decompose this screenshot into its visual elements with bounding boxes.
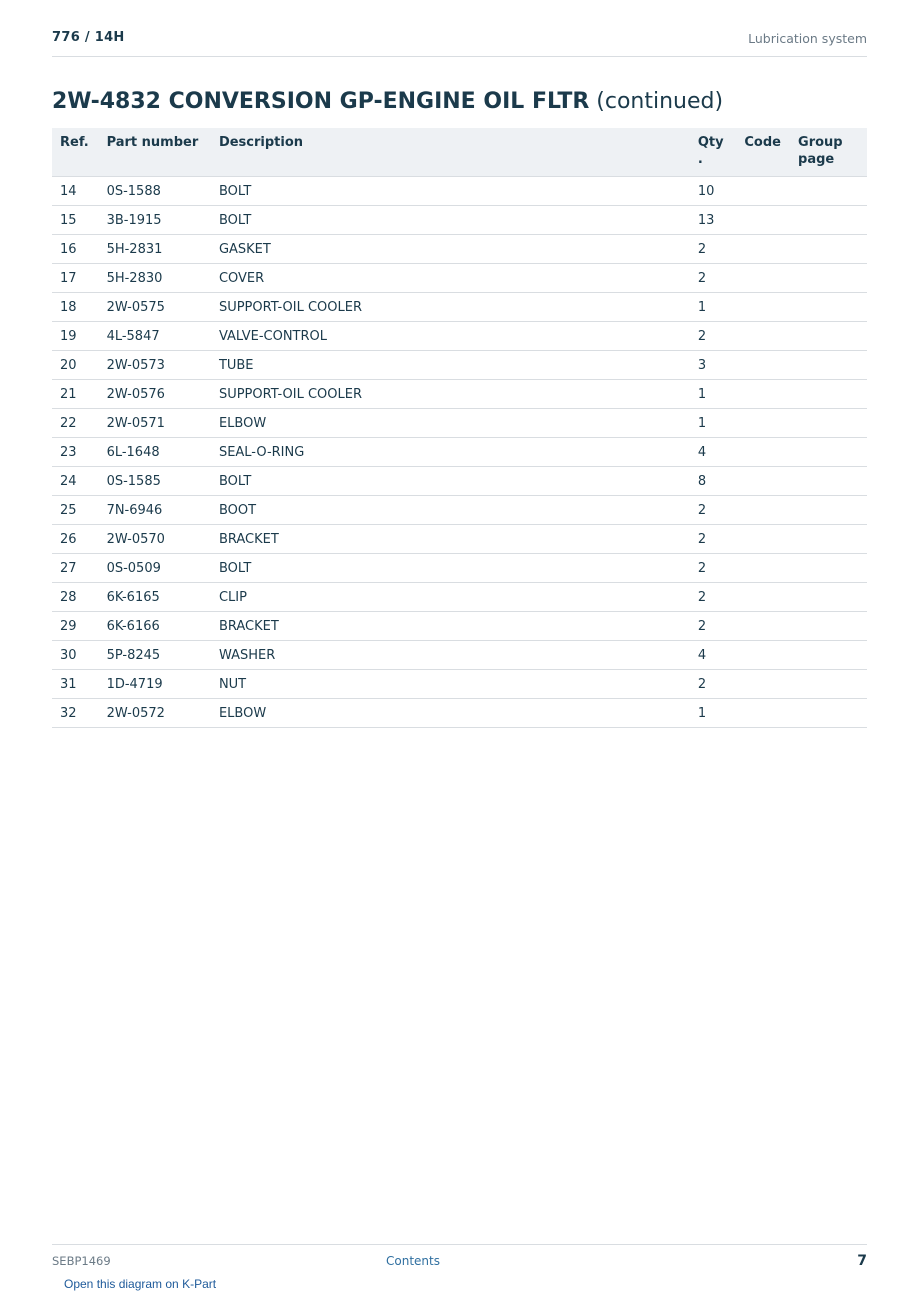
cell-group-page: [790, 438, 867, 467]
cell-description: GASKET: [211, 235, 690, 264]
table-row: [52, 293, 867, 322]
cell-code: [736, 467, 790, 496]
cell-code: [736, 409, 790, 438]
cell-ref: 25: [52, 496, 99, 525]
table-row: [52, 322, 867, 351]
table-row: [52, 206, 867, 235]
cell-part-number: 6K-6165: [99, 583, 211, 612]
cell-code: [736, 322, 790, 351]
cell-description: ELBOW: [211, 409, 690, 438]
cell-group-page: [790, 699, 867, 728]
cell-code: [736, 235, 790, 264]
cell-part-number: 1D-4719: [99, 670, 211, 699]
cell-qty: 4: [690, 438, 737, 467]
cell-ref: 27: [52, 554, 99, 583]
column-header-qty: Qty .: [690, 128, 737, 177]
cell-group-page: [790, 293, 867, 322]
cell-qty: 8: [690, 467, 737, 496]
table-header: [52, 128, 867, 177]
cell-part-number: 2W-0570: [99, 525, 211, 554]
cell-description: ELBOW: [211, 699, 690, 728]
cell-group-page: [790, 264, 867, 293]
cell-qty: 2: [690, 264, 737, 293]
table-row: [52, 467, 867, 496]
cell-ref: 31: [52, 670, 99, 699]
cell-qty: 10: [690, 177, 737, 206]
cell-code: [736, 438, 790, 467]
cell-qty: 2: [690, 670, 737, 699]
cell-part-number: 5P-8245: [99, 641, 211, 670]
column-header-description: Description: [211, 128, 690, 177]
cell-code: [736, 264, 790, 293]
cell-description: SUPPORT-OIL COOLER: [211, 380, 690, 409]
cell-description: NUT: [211, 670, 690, 699]
cell-description: BOLT: [211, 177, 690, 206]
cell-code: [736, 699, 790, 728]
cell-part-number: 2W-0571: [99, 409, 211, 438]
document-id: SEBP1469: [52, 1254, 111, 1268]
cell-group-page: [790, 409, 867, 438]
cell-description: WASHER: [211, 641, 690, 670]
cell-ref: 19: [52, 322, 99, 351]
cell-description: BOLT: [211, 554, 690, 583]
page-header: [52, 28, 867, 57]
cell-qty: 2: [690, 496, 737, 525]
cell-group-page: [790, 641, 867, 670]
cell-code: [736, 351, 790, 380]
cell-ref: 21: [52, 380, 99, 409]
continued-label: (continued): [596, 89, 724, 114]
cell-code: [736, 554, 790, 583]
cell-ref: 17: [52, 264, 99, 293]
cell-part-number: 2W-0573: [99, 351, 211, 380]
table-row: [52, 409, 867, 438]
cell-group-page: [790, 322, 867, 351]
cell-description: BOOT: [211, 496, 690, 525]
cell-ref: 22: [52, 409, 99, 438]
cell-group-page: [790, 554, 867, 583]
cell-part-number: 4L-5847: [99, 322, 211, 351]
table-row: [52, 554, 867, 583]
cell-part-number: 6L-1648: [99, 438, 211, 467]
cell-ref: 18: [52, 293, 99, 322]
table-row: [52, 641, 867, 670]
cell-description: CLIP: [211, 583, 690, 612]
cell-ref: 16: [52, 235, 99, 264]
cell-description: BRACKET: [211, 525, 690, 554]
cell-qty: 2: [690, 612, 737, 641]
cell-code: [736, 525, 790, 554]
cell-code: [736, 612, 790, 641]
cell-group-page: [790, 612, 867, 641]
column-header-code: Code: [736, 128, 790, 177]
cell-part-number: 0S-1585: [99, 467, 211, 496]
cell-qty: 1: [690, 409, 737, 438]
cell-part-number: 2W-0572: [99, 699, 211, 728]
cell-qty: 4: [690, 641, 737, 670]
cell-description: SUPPORT-OIL COOLER: [211, 293, 690, 322]
cell-qty: 1: [690, 293, 737, 322]
table-row: [52, 235, 867, 264]
table-row: [52, 583, 867, 612]
cell-part-number: 0S-1588: [99, 177, 211, 206]
contents-link[interactable]: Contents: [386, 1254, 440, 1268]
cell-ref: 15: [52, 206, 99, 235]
cell-ref: 30: [52, 641, 99, 670]
cell-ref: 20: [52, 351, 99, 380]
cell-qty: 1: [690, 380, 737, 409]
cell-qty: 2: [690, 525, 737, 554]
cell-code: [736, 641, 790, 670]
column-header-part-number: Part number: [99, 128, 211, 177]
cell-ref: 32: [52, 699, 99, 728]
cell-qty: 2: [690, 235, 737, 264]
cell-description: BOLT: [211, 467, 690, 496]
table-row: [52, 699, 867, 728]
cell-ref: 24: [52, 467, 99, 496]
cell-part-number: 7N-6946: [99, 496, 211, 525]
cell-part-number: 2W-0576: [99, 380, 211, 409]
cell-group-page: [790, 525, 867, 554]
table-row: [52, 264, 867, 293]
page-number: 7: [857, 1253, 867, 1269]
cell-group-page: [790, 583, 867, 612]
cell-group-page: [790, 467, 867, 496]
cell-description: VALVE-CONTROL: [211, 322, 690, 351]
cell-description: BOLT: [211, 206, 690, 235]
cell-qty: 2: [690, 554, 737, 583]
cell-ref: 14: [52, 177, 99, 206]
table-row: [52, 612, 867, 641]
cell-code: [736, 670, 790, 699]
cell-group-page: [790, 670, 867, 699]
cell-ref: 23: [52, 438, 99, 467]
cell-part-number: 5H-2831: [99, 235, 211, 264]
cell-ref: 29: [52, 612, 99, 641]
cell-code: [736, 380, 790, 409]
cell-part-number: 5H-2830: [99, 264, 211, 293]
column-header-ref: Ref.: [52, 128, 99, 177]
cell-qty: 13: [690, 206, 737, 235]
kpart-diagram-link[interactable]: Open this diagram on K-Part: [64, 1277, 217, 1291]
cell-code: [736, 583, 790, 612]
cell-description: BRACKET: [211, 612, 690, 641]
cell-qty: 2: [690, 583, 737, 612]
header-row: [52, 128, 867, 177]
column-header-group-page: Group page: [790, 128, 867, 177]
cell-code: [736, 496, 790, 525]
cell-qty: 2: [690, 322, 737, 351]
cell-description: TUBE: [211, 351, 690, 380]
cell-group-page: [790, 380, 867, 409]
table-row: [52, 351, 867, 380]
cell-group-page: [790, 177, 867, 206]
cell-group-page: [790, 351, 867, 380]
cell-ref: 28: [52, 583, 99, 612]
assembly-title: 2W-4832 CONVERSION GP-ENGINE OIL FLTR: [52, 89, 590, 114]
cell-code: [736, 177, 790, 206]
cell-group-page: [790, 235, 867, 264]
cell-code: [736, 293, 790, 322]
page-title: [52, 89, 723, 114]
page-footer: [52, 1244, 867, 1269]
cell-group-page: [790, 496, 867, 525]
cell-group-page: [790, 206, 867, 235]
parts-table: [52, 128, 867, 728]
cell-qty: 3: [690, 351, 737, 380]
cell-description: COVER: [211, 264, 690, 293]
table-row: [52, 670, 867, 699]
cell-part-number: 2W-0575: [99, 293, 211, 322]
cell-description: SEAL-O-RING: [211, 438, 690, 467]
table-row: [52, 177, 867, 206]
model-label: 776 / 14H: [52, 30, 125, 45]
cell-code: [736, 206, 790, 235]
table-row: [52, 380, 867, 409]
cell-qty: 1: [690, 699, 737, 728]
cell-part-number: 0S-0509: [99, 554, 211, 583]
table-row: [52, 525, 867, 554]
table-row: [52, 496, 867, 525]
cell-part-number: 6K-6166: [99, 612, 211, 641]
table-row: [52, 438, 867, 467]
cell-part-number: 3B-1915: [99, 206, 211, 235]
section-label: Lubrication system: [748, 31, 867, 46]
table-body: [52, 177, 867, 728]
cell-ref: 26: [52, 525, 99, 554]
